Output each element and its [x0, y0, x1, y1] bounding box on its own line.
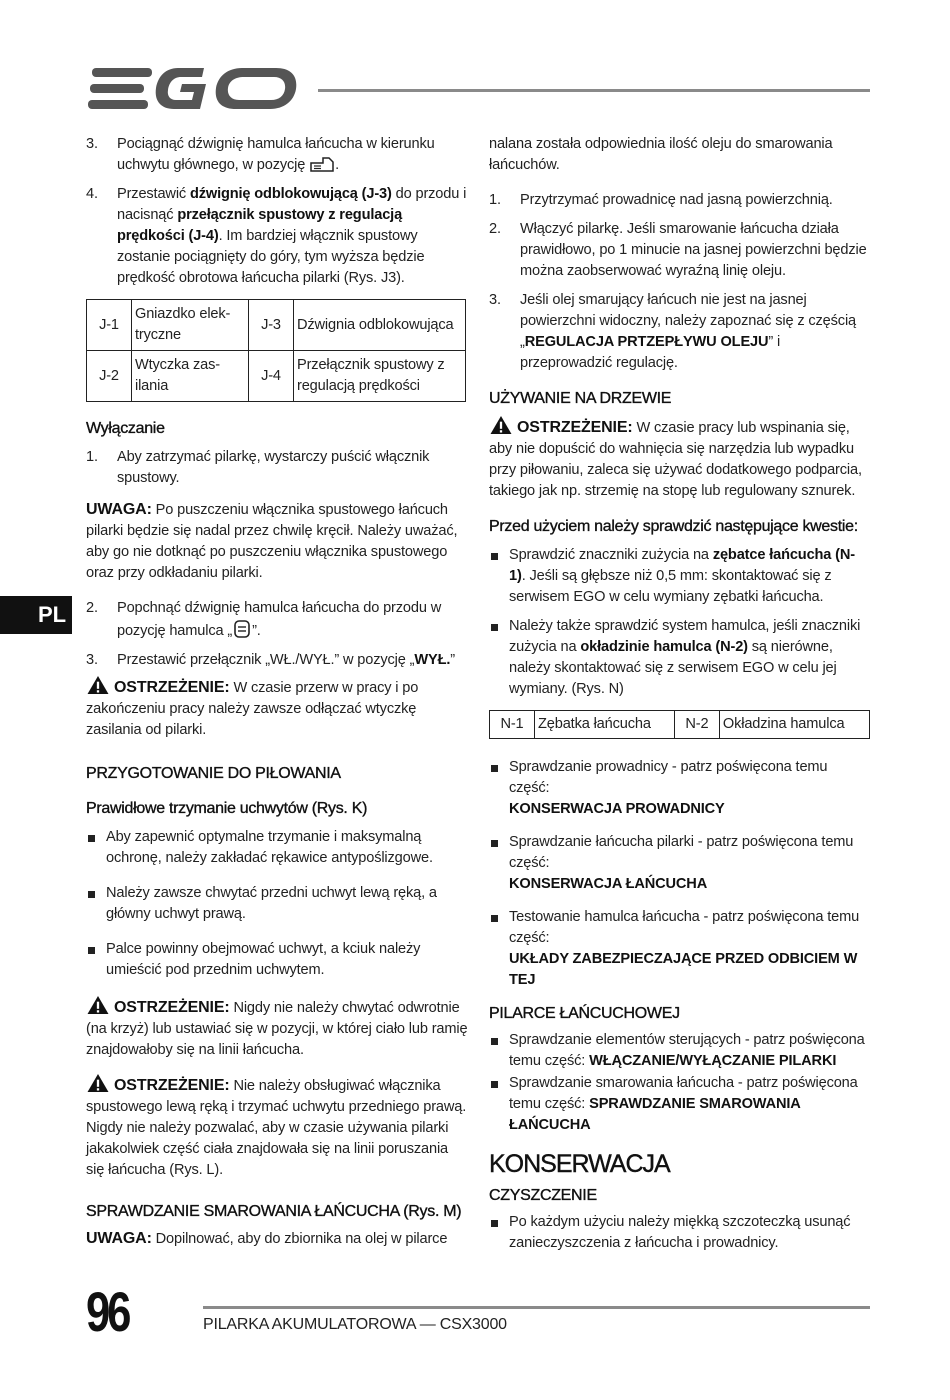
step-text: do przodu i nacisnąć: [117, 186, 467, 223]
bullet-text: Sprawdzanie prowadnicy - patrz poświęcona temu część:: [509, 759, 828, 796]
table-cell: Gniazdko elek-tryczne: [132, 300, 249, 351]
warning-text: Nie należy obsługiwać włącznika spustowego lewą ręką i trzymać uchwytu przedniego prawą. Nigdy nie należy pozwalać, aby w czasie używania pilarki jakakolwiek część ciała znajdowała się na linii poruszania się łańcucha (Rys. L).: [86, 1078, 467, 1178]
chain-brake-release-icon: [309, 155, 335, 173]
bullet-text: Sprawdzanie elementów sterujących - patrz poświęcona temu część:: [509, 1032, 865, 1069]
list-item: [489, 757, 871, 820]
list-item: [489, 832, 871, 895]
bullet-bold: KONSERWACJA PROWADNICY: [509, 801, 725, 817]
warning-title: OSTRZEŻENIE:: [517, 419, 633, 436]
warning-text: W czasie pracy lub wspinania się, aby nie dopuścić do wahnięcia się narzędzia lub wypadku przy piłowaniu, zaleca się używać dodatkowego podparcia, takiego jak np. strzemię na stopę lub regulowany sznurek.: [489, 420, 862, 499]
parts-table-j: [86, 299, 466, 402]
warning-text: Nigdy nie należy chwytać odwrotnie (na krzyż) lub ustawiać się w pozycji, w której ciało lub ramię znajdowałoby się na linii łańcucha.: [86, 1000, 468, 1058]
warning-paragraph: [86, 1073, 468, 1181]
control-bullets: [489, 1030, 871, 1136]
grip-bullets: [86, 827, 468, 981]
bullet-text: są nierówne, należy skontaktować się z serwisem EGO w celu jej wymiany. (Rys. N): [509, 639, 837, 697]
bullet-text: Sprawdzanie smarowania łańcucha - patrz poświęcona temu część:: [509, 1075, 858, 1112]
table-cell: N-2: [674, 711, 719, 739]
subheading-checks: Przed użyciem należy sprawdzić następujące kwestie:: [489, 518, 858, 535]
step-number: 1.: [86, 449, 98, 465]
bullet-bold: okładzinie hamulca (N-2): [580, 639, 748, 655]
brand-text: EGO: [86, 62, 89, 63]
maintenance-bullets: [489, 757, 871, 991]
table-cell: J-3: [249, 300, 294, 351]
step-text: Pociągnąć dźwignię hamulca łańcucha w kierunku uchwytu głównego, w pozycję: [117, 136, 435, 173]
list-item: [489, 1030, 871, 1072]
table-cell: J-2: [87, 351, 132, 402]
warning-icon: [86, 995, 110, 1015]
step-text: ” i przeprowadzić regulację.: [520, 334, 781, 371]
bullet-bold: KONSERWACJA ŁAŃCUCHA: [509, 876, 708, 892]
bullet-bold: UKŁADY ZABEZPIECZAJĄCE PRZED ODBICIEM W TEJ: [509, 951, 858, 988]
chain-brake-engaged-icon: [232, 619, 252, 639]
note-title: UWAGA:: [86, 501, 152, 518]
step-text-end: .: [335, 157, 340, 173]
warning-icon: [86, 675, 110, 695]
off-steps-continued: [86, 598, 468, 671]
warning-paragraph: [489, 415, 871, 502]
list-item: Aby zapewnić optymalne trzymanie i maksymalną ochronę, należy zakładać rękawice antypoślizgowe.: [86, 827, 468, 869]
bullet-bold: WŁĄCZANIE/WYŁĄCZANIE PILARKI: [589, 1053, 837, 1069]
table-cell: N-1: [490, 711, 535, 739]
bullet-bold: zębatce łańcucha (N-1): [509, 547, 855, 584]
footer-rule: [203, 1306, 870, 1309]
warning-icon: [489, 415, 513, 435]
bullet-text: Należy także sprawdzić system hamulca, jeśli znaczniki zużycia na: [509, 618, 861, 655]
step-text: Jeśli olej smarujący łańcuch nie jest na jasnej powierzchni widoczny, należy zapoznać się z częścią „: [520, 292, 857, 350]
bullet-text: . Jeśli są głębsze niż 0,5 mm: skontaktować się z serwisem EGO w celu wymiany zębatki łańcucha.: [509, 568, 832, 605]
subheading-grip: Prawidłowe trzymanie uchwytów (Rys. K): [86, 800, 368, 817]
step-text: Przestawić przełącznik „WŁ./WYŁ.” w pozycję „: [117, 652, 415, 668]
list-item: [489, 290, 871, 374]
step-text: Przytrzymać prowadnicę nad jasną powierzchnią.: [520, 192, 833, 208]
ego-logo: [86, 62, 301, 116]
warning-title: OSTRZEŻENIE:: [114, 679, 230, 696]
section-heading-lube: SPRAWDZANIE SMAROWANIA ŁAŃCUCHA (Rys. M): [86, 1203, 462, 1220]
warning-paragraph: [86, 995, 468, 1061]
step-number: 3.: [86, 136, 98, 152]
step-bold: przełącznik spustowy z regulacją prędkości (J-4): [117, 207, 403, 244]
warning-title: OSTRZEŻENIE:: [114, 999, 230, 1016]
step-number: 2.: [489, 221, 501, 237]
footer-title: PILARKA AKUMULATOROWA — CSX3000: [203, 1316, 507, 1333]
step-number: 3.: [489, 292, 501, 308]
language-tab-label: PL: [37, 602, 67, 627]
list-item: [489, 907, 871, 991]
section-heading-prep: PRZYGOTOWANIE DO PIŁOWANIA: [86, 765, 341, 782]
step-text-end: ”: [450, 652, 455, 668]
section-heading-off: Wyłączanie: [86, 420, 165, 437]
list-item: Po każdym użyciu należy miękką szczoteczką usunąć zanieczyszczenia z łańcucha i prowadnicy.: [489, 1212, 871, 1254]
bullet-bold: SPRAWDZANIE SMAROWANIA ŁAŃCUCHA: [509, 1096, 801, 1133]
parts-table-n: [489, 710, 870, 739]
note-text: Dopilnować, aby do zbiornika na olej w pilarce: [151, 1231, 448, 1247]
list-item: [489, 219, 871, 282]
step-number: 3.: [86, 652, 98, 668]
step-text: Aby zatrzymać pilarkę, wystarczy puścić włącznik spustowy.: [117, 449, 430, 486]
table-cell: Wtyczka zas-ilania: [132, 351, 249, 402]
list-item: [489, 545, 871, 608]
step-bold: REGULACJA PRTZEPŁYWU OLEJU: [524, 334, 769, 350]
step-number: 2.: [86, 600, 98, 616]
cleaning-bullets: [489, 1212, 871, 1254]
step-text: . Im bardziej włącznik spustowy zostanie pociągnięty do góry, tym wyższa będzie prędkość obrotowa łańcucha pilarki (Rys. J3).: [117, 228, 425, 286]
table-row: [87, 300, 466, 351]
table-cell: Dźwignia odblokowująca: [294, 300, 466, 351]
off-steps: [86, 447, 468, 489]
table-cell: Okładzina hamulca: [719, 711, 869, 739]
list-item: [86, 134, 468, 176]
note-paragraph: [86, 1228, 468, 1250]
list-item: [86, 598, 468, 642]
table-cell: J-4: [249, 351, 294, 402]
section-heading-cleaning: CZYSZCZENIE: [489, 1187, 597, 1204]
list-item: [86, 184, 468, 289]
table-cell: Przełącznik spustowy z regulacją prędkości: [294, 351, 466, 402]
list-item: [86, 650, 468, 671]
header-rule: [318, 89, 870, 92]
list-item: Palce powinny obejmować uchwyt, a kciuk należy umieścić pod przednim uchwytem.: [86, 939, 468, 981]
section-heading-pilarce: PILARCE ŁAŃCUCHOWEJ: [489, 1005, 680, 1022]
step-text: Włączyć pilarkę. Jeśli smarowanie łańcucha działa prawidłowo, po 1 minucie na jasnej powierzchni będzie można zaobserwować wyraźną linię oleju.: [520, 221, 867, 279]
lube-steps: [489, 190, 871, 374]
step-text: Przestawić: [117, 186, 190, 202]
right-column: [489, 134, 871, 1264]
warning-text: W czasie przerw w pracy i po zakończeniu pracy należy zawsze odłączać wtyczkę zasilania od pilarki.: [86, 680, 419, 738]
step-number: 4.: [86, 186, 98, 202]
warning-icon: [86, 1073, 110, 1093]
list-item: [489, 190, 871, 211]
check-bullets: [489, 545, 871, 700]
table-cell: J-1: [87, 300, 132, 351]
note-text: Po puszczeniu włącznika spustowego łańcuch pilarki będzie się nadal przez chwilę kręcił. Należy uważać, aby go nie dotknąć po puszczeniu włącznika spustowego oraz przy odkładaniu pilarki.: [86, 502, 458, 581]
section-heading-maintenance: KONSERWACJA: [489, 1150, 670, 1178]
step-number: 1.: [489, 192, 501, 208]
list-item: [489, 616, 871, 700]
step-bold: WYŁ.: [414, 652, 451, 668]
table-row: [490, 711, 870, 739]
step-text-end: ”.: [252, 623, 261, 639]
bullet-text: Sprawdzanie łańcucha pilarki - patrz poświęcona temu część:: [509, 834, 854, 871]
warning-paragraph: [86, 675, 468, 741]
step-text: Popchnąć dźwignię hamulca łańcucha do przodu w pozycję hamulca „: [117, 600, 442, 639]
list-item: [86, 447, 468, 489]
page-number: 96: [86, 1280, 129, 1343]
warning-title: OSTRZEŻENIE:: [114, 1077, 230, 1094]
list-item: Należy zawsze chwytać przedni uchwyt lewą ręką, a główny uchwyt prawą.: [86, 883, 468, 925]
continued-paragraph: nalana została odpowiednia ilość oleju do smarowania łańcuchów.: [489, 136, 833, 173]
step-bold: dźwignię odblokowującą (J-3): [189, 186, 392, 202]
bullet-text: Testowanie hamulca łańcucha - patrz poświęcona temu część:: [509, 909, 860, 946]
language-tab: [0, 596, 72, 634]
note-paragraph: [86, 499, 468, 584]
bullet-text: Sprawdzić znaczniki zużycia na: [509, 547, 713, 563]
table-row: [87, 351, 466, 402]
list-item: [489, 1073, 871, 1136]
section-heading-tree: UŻYWANIE NA DRZEWIE: [489, 390, 672, 407]
table-cell: Zębatka łańcucha: [535, 711, 675, 739]
start-steps: [86, 134, 468, 289]
note-title: UWAGA:: [86, 1230, 152, 1247]
left-column: [86, 134, 468, 1260]
